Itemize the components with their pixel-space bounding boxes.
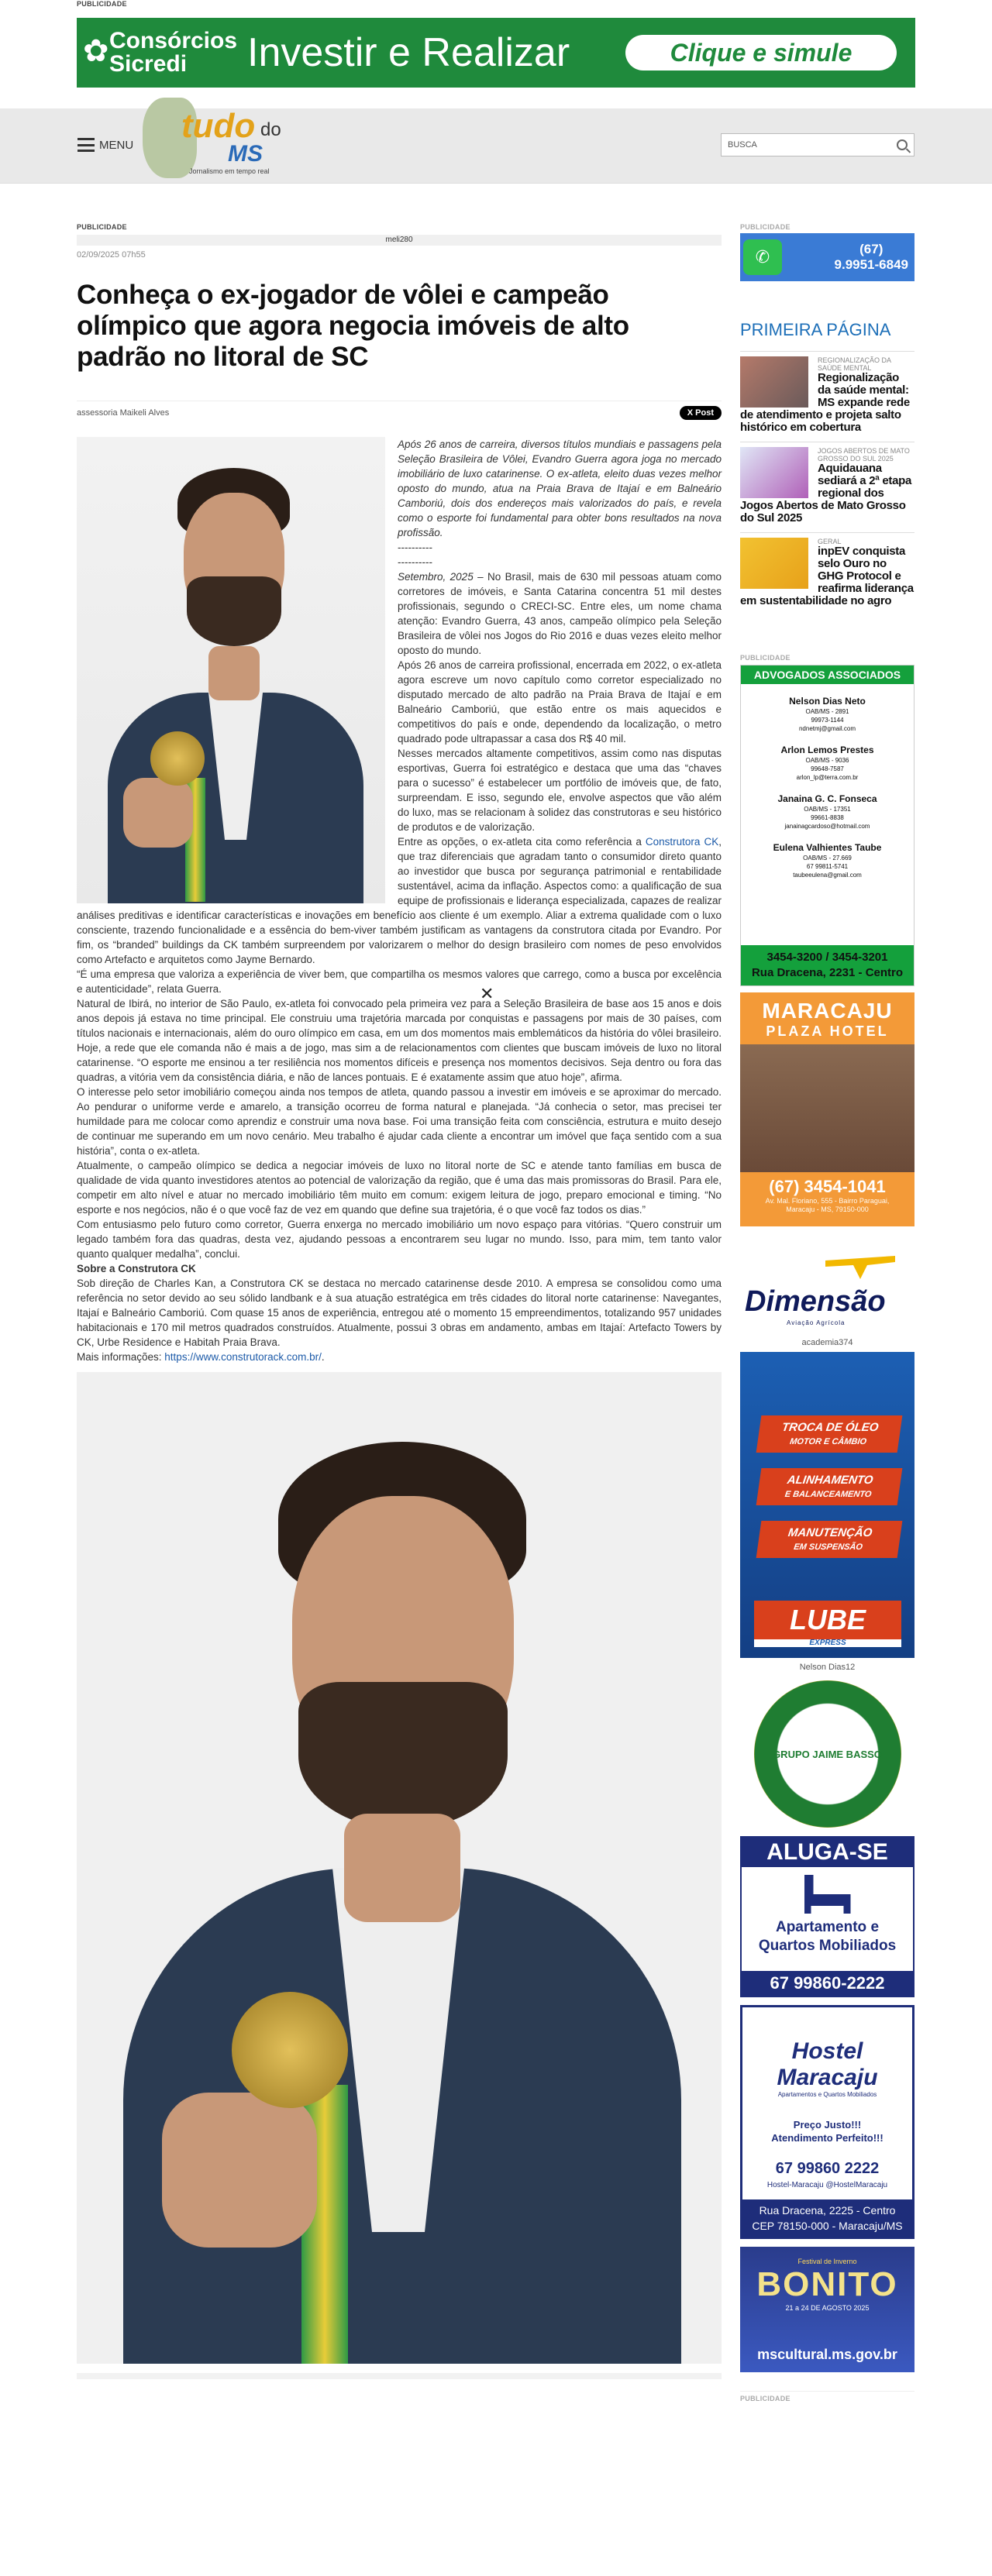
whatsapp-ad[interactable] [740,233,914,281]
search-box[interactable] [721,133,914,156]
hostel-social: Hostel-Maracaju @HostelMaracaju [766,2181,888,2189]
lawyer-name: Nelson Dias Neto [789,696,866,707]
article-end-bar [77,2373,722,2379]
brand-line2: Sicredi [109,51,188,77]
bonito-festival: Festival de Inverno [797,2258,857,2265]
bonito-url: mscultural.ms.gov.br [757,2347,897,2362]
paragraph-3: Nesses mercados altamente competitivos, assim como nas disputas esportivas, Guerra foi estratégico e destaca que uma das “chaves para o sucesso” é estabelecer um portfólio de imóveis que, de fato, surpreendam. E isso, segundo ele, envolve aspectos que vão além do luxo, mas se relacionam à solidez das construtoras e seu histórico de produtos e de valorização. [398,748,722,833]
menu-label: MENU [99,138,134,152]
news-category: JOGOS ABERTOS DE MATO GROSSO DO SUL 2025 [818,447,910,463]
bonito-dates: 21 a 24 DE AGOSTO 2025 [785,2304,870,2312]
sidebar-pub-label-2: PUBLICIDADE [740,654,790,662]
news-title[interactable]: Aquidauana sediará a 2ª etapa regional dos Jogos Abertos de Mato Grosso do Sul 2025 [740,462,912,524]
sobre-heading: Sobre a Construtora CK [77,1263,196,1274]
aluga-text-1: Apartamento e [775,1919,880,1935]
menu-button[interactable] [78,138,133,152]
ad-slot: meli280 [77,235,722,246]
search-input[interactable]: BUSCA [728,140,757,150]
bonito-festival-ad[interactable] [740,2247,914,2372]
construtora-ck-link[interactable]: Construtora CK [645,836,719,848]
news-title[interactable]: inpEV conquista selo Ouro no GHG Protocol e reafirma liderança em sustentabilidade no agro [740,545,914,607]
top-ad-label: PUBLICIDADE [77,0,127,8]
lawyer-card [741,744,914,782]
lawyer-oab: OAB/MS - 9036 [805,757,849,764]
news-thumb [740,356,808,408]
hostel-tag: Apartamentos e Quartos Mobiliados [777,2091,877,2098]
lube-service-2-title: ALINHAMENTO [786,1474,874,1487]
hostel-address: Rua Dracena, 2225 - Centro [759,2204,896,2217]
lawyers-header: ADVOGADOS ASSOCIADOS [741,665,914,684]
lawyer-oab: OAB/MS - 2891 [805,708,849,715]
dimensao-sub: Aviação Agrícola [787,1319,846,1326]
lube-service-2-sub: E BALANCEAMENTO [784,1490,873,1499]
article-title: Conheça o ex-jogador de vôlei e campeão olímpico que agora negocia imóveis de alto padrão no litoral de SC [77,280,629,372]
whatsapp-number [835,242,908,273]
paragraph-6: Natural de Ibirá, no interior de São Paulo, ex-atleta foi convocado pela primeira vez para a Seleção Brasileira de base aos 15 anos e dois anos depois já estava no time principal. Ele construiu uma trajetória marcada por conquistas e passagens por mais de 30 países, com títulos nacionais e internacionais, além do ouro olímpico em casa, em um dos momentos mais emblemáticos da história do vôlei brasileiro. Hoje, a rede que ele comanda não é mais a de jogo, mas sim a de relacionamentos com clientes que buscam imóveis de luxo no litoral catarinense. “O esporte me ensinou a ter resiliência nos momentos difíceis e presença nos momentos decisivos. Seja dentro ou fora das quadras, a vitória vem da consistência diária, e não de lances pontuais. E é exatamente assim que atuo hoje”, afirma. [77,998,722,1083]
paragraph-1-date: Setembro, 2025 [398,571,474,583]
article-byline: assessoria Maikeli Alves [77,408,170,418]
whatsapp-ddd: (67) [859,242,884,256]
news-item[interactable] [740,351,914,442]
airplane-icon [825,1248,895,1279]
lube-service-1 [756,1415,903,1453]
lawyers-ad[interactable] [740,665,914,986]
hostel-offer-2: Atendimento Perfeito!!! [771,2132,884,2144]
news-category: GERAL [818,538,842,545]
separator-1: ---------- [398,542,432,553]
logo-word-do: do [260,119,281,140]
paragraph-4-text-a: Entre as opções, o ex-atleta cita como referência a [398,836,646,848]
aluga-text-2: Quartos Mobiliados [758,1938,897,1954]
hotel-name: MARACAJU [762,999,893,1023]
ad-caption: academia374 [801,1338,853,1347]
lawyers-address: Rua Dracena, 2231 - Centro [751,966,904,979]
paragraph-10: Sob direção de Charles Kan, a Construtora CK se destaca no mercado catarinense desde 2010. A empresa se consolidou como uma referência no setor devido ao seu sólido landbank e à sua atuação estratégica em três cidades do litoral norte catarinense: Navegantes, Itajaí e Balneário Camboriú. Com quase 15 anos de experiência, entregou até o momento 15 empreendimentos, totalizando 957 unidades habitacionais e 170 mil metros quadrados construídos. Atualmente, possui 3 obras em andamento, ambas em Itajaí: Artefacto Towers by CK, Urbe Residence e Habitah Praia Brava. [77,1278,722,1348]
site-header [0,108,992,184]
hostel-footer [742,2199,912,2237]
lube-logo-text: LUBE [790,1604,866,1635]
lawyer-phone: 99661-8838 [811,814,844,821]
bonito-title: BONITO [756,2265,898,2303]
hostel-name: Hostel Maracaju [777,2038,878,2090]
hostel-cep: CEP 78150-000 - Maracaju/MS [752,2220,903,2232]
lawyer-name: Janaina G. C. Fonseca [777,793,877,804]
aluga-phone: 67 99860-2222 [742,1971,913,1996]
article-photo-large [77,1372,722,2364]
lawyer-email: arlon_lp@terra.com.br [796,774,859,781]
banner-slogan: Investir e Realizar [247,30,570,75]
lube-service-1-sub: MOTOR E CÂMBIO [789,1437,867,1446]
article-photo-small [77,437,385,903]
lawyer-phone: 67 99811-5741 [806,863,849,870]
lawyer-name: Arlon Lemos Prestes [780,745,874,755]
aluga-header: ALUGA-SE [742,1838,913,1867]
hostel-offer-1: Preço Justo!!! [793,2119,862,2131]
construtorack-url-link[interactable]: https://www.construtorack.com.br/ [164,1351,322,1363]
lawyer-name: Eulena Valhientes Taube [773,842,882,853]
bed-icon [804,1875,851,1914]
hotel-photo [740,1044,914,1172]
article-column [77,223,722,2379]
primeira-pagina-title: PRIMEIRA PÁGINA [740,320,891,339]
lawyer-phone: 99648-7587 [811,765,844,772]
lawyers-footer [741,945,914,985]
lawyer-email: ndnetmj@gmail.com [798,725,856,732]
lawyer-email: taubeeulena@gmail.com [793,872,862,879]
news-item[interactable] [740,532,914,615]
hotel-addr-2: Maracaju - MS, 79150-000 [786,1205,869,1213]
paragraph-2: Após 26 anos de carreira profissional, encerrada em 2022, o ex-atleta agora escreve um novo capítulo como corretor especializado no disputado mercado de alto padrão na Praia Brava de Itajaí e em Balneário Camboriú, que estão entre os mais aquecidos e competitivos do país e onde, dependendo da localização, o metro quadrado pode ultrapassar a casa dos R$ 40 mil. [398,659,722,745]
paragraph-4-text-b: , que traz diferenciais que agradam tanto o consumidor direto quanto ao investidor que busca por segurança patrimonial e rentabilidade sustentável, acima da inflação. Aspectos como: a qualificação de sua equipe de profissionais e liderança especializada, capazes de realizar análises preditivas e identificar características e inovações em benefício aos cliente é um exemplo. Aliar a extrema qualidade com o luxo consciente, trazendo funcionalidade e a essência do bem-viver também justificam as vantagens da construtora citada por Evandro. Por fim, os “branded” buildings da CK também surpreendem por valorizarem o melhor do design brasileiro com nomes de peso envolvidos como Artefacto e arquitetos como Jayme Bernardo. [77,836,722,965]
hostel-ad[interactable] [740,2005,914,2239]
simulate-button[interactable]: Clique e simule [625,35,897,71]
hotel-phone: (67) 3454-1041 [769,1177,886,1196]
search-icon[interactable] [897,139,908,150]
x-share-button[interactable]: X Post [680,406,722,420]
lawyer-oab: OAB/MS - 17351 [804,806,851,813]
paragraph-9: Com entusiasmo pelo futuro como corretor, Guerra enxerga no mercado imobiliário um novo espaço para vitórias. “Quero construir um legado também fora das quadras, desta vez, ajudando pessoas a encontrarem seu lugar no mundo. Isso, para mim, tem tanto valor quanto qualquer medalha”, conclui. [77,1219,722,1260]
sicredi-banner[interactable] [77,18,915,88]
hotel-sub: PLAZA HOTEL [766,1023,889,1039]
jaime-basso-ad[interactable] [740,1677,914,1831]
lube-express-ad[interactable] [740,1352,914,1658]
dimensao-name: Dimensão [745,1285,886,1318]
dimensao-ad[interactable] [740,1248,914,1333]
sidebar-pub-label-3: PUBLICIDADE [740,2391,914,2402]
lube-service-3-sub: EM SUSPENSÃO [793,1543,863,1552]
lube-logo-sub: EXPRESS [754,1639,901,1647]
lawyer-oab: OAB/MS - 27.669 [803,855,852,862]
lube-service-1-title: TROCA DE ÓLEO [780,1421,880,1434]
article-pub-label: PUBLICIDADE [77,223,127,231]
lube-logo [754,1601,901,1647]
hotel-addr-1: Av. Mal. Floriano, 555 - Bairro Paraguai, [765,1197,890,1205]
logo-word-tudo: tudo [181,107,256,145]
news-category: REGIONALIZAÇÃO DA SAÚDE MENTAL [818,356,891,372]
paragraph-5: “É uma empresa que valoriza a experiência de viver bem, que compartilha os mesmos valores que carrego, como a busca por excelência e autenticidade”, relata Guerra. [77,968,722,995]
news-item[interactable] [740,442,914,532]
article-body [77,437,722,1364]
sicredi-leaf-icon: ✿ [83,34,109,68]
byline-row [77,401,722,420]
lube-service-3 [756,1521,903,1558]
ad-caption: Nelson Dias12 [799,1663,856,1672]
lawyer-card [741,695,914,733]
lube-service-3-title: MANUTENÇÃO [787,1526,873,1539]
paragraph-11-end: . [321,1351,325,1363]
logo-word-ms: MS [228,141,263,167]
separator-2: ---------- [398,556,432,568]
hostel-phone: 67 99860 2222 [775,2160,880,2177]
paragraph-11-text: Mais informações: [77,1351,165,1363]
lawyers-phones: 3454-3200 / 3454-3201 [766,951,888,964]
lawyer-phone: 99973-1144 [811,717,844,724]
lawyer-email: janainagcardoso@hotmail.com [784,823,870,830]
aluga-se-ad[interactable] [740,1836,914,1997]
paragraph-7: O interesse pelo setor imobiliário começou ainda nos tempos de atleta, quando passou a investir em imóveis e se aproximar do mercado. Ao pendurar o uniforme verde e amarelo, a transição ocorreu de forma natural e planejada. “Já conhecia o setor, mas precisei ter humildade para me colocar como aprendiz e construir uma nova base. Foi uma transição feita com consciência, estrutura e muito desejo de continuar me superando em um novo cenário. Meu trabalho é ajudar cada cliente a encontrar um imóvel que faça sentido com a sua história”, conta o ex-atleta. [77,1086,722,1157]
jaime-basso-logo: GRUPO JAIME BASSO [754,1680,901,1828]
paragraph-8: Atualmente, o campeão olímpico se dedica a negociar imóveis de luxo no litoral norte de SC e atende tanto famílias em busca de qualidade de vida quanto investidores atentos ao potencial de valorização da região, que é uma das mais promissoras do Brasil. Para ele, competir em alto nível e atuar no mercado imobiliário têm muito em comum: exigem leitura de jogo, preparo emocional e timing. “No esporte e nos negócios, não é o que você faz de vez em quando que define sua trajetória, é o que você faz todos os dias.” [77,1160,722,1216]
sidebar-pub-label: PUBLICIDADE [740,223,790,231]
paragraph-11 [77,1350,722,1364]
hamburger-icon [78,138,95,152]
whatsapp-phone: 9.9951-6849 [834,257,908,272]
news-thumb [740,447,808,498]
logo-tagline: Jornalismo em tempo real [189,167,270,175]
paragraph-1-text: – No Brasil, mais de 630 mil pessoas atuam como corretores de imóveis, e Santa Catarina concentra 51 mil destes profissionais, segundo o CRECI-SC. Entre eles, um nome chama atenção: Evandro Guerra, 43 anos, campeão olímpico pela Seleção Brasileira de vôlei nos Jogos do Rio 2016 e duas vezes eleito melhor oposto do mundo. [398,571,722,656]
lube-service-2 [756,1468,903,1505]
lawyer-card [741,841,914,879]
top-ad-section [77,0,915,88]
article-lead: Após 26 anos de carreira, diversos títulos mundiais e passagens pela Seleção Brasileira de Vôlei, Evandro Guerra agora joga no mercado imobiliário de luxo catarinense. O ex-atleta, eleito duas vezes melhor oposto do mundo, atua na Praia Brava de Itajaí e em Balneário Camboriú, dois dos endereços mais valorizados do país, e revela como o esporte foi fundamental para obter bons resultados na nova profissão. [398,439,722,538]
news-title[interactable]: Regionalização da saúde mental: MS expande rede de atendimento e projeta salto histórico em cobertura [740,371,910,434]
site-logo[interactable] [143,98,305,181]
brand-line1: Consórcios [109,28,238,53]
hotel-ad[interactable] [740,992,914,1226]
sidebar [740,223,914,2402]
lawyer-card [741,793,914,831]
article-date: 02/09/2025 07h55 [77,250,146,260]
news-thumb [740,538,808,589]
close-icon[interactable]: ✕ [480,984,494,1003]
whatsapp-icon: ✆ [743,239,782,275]
